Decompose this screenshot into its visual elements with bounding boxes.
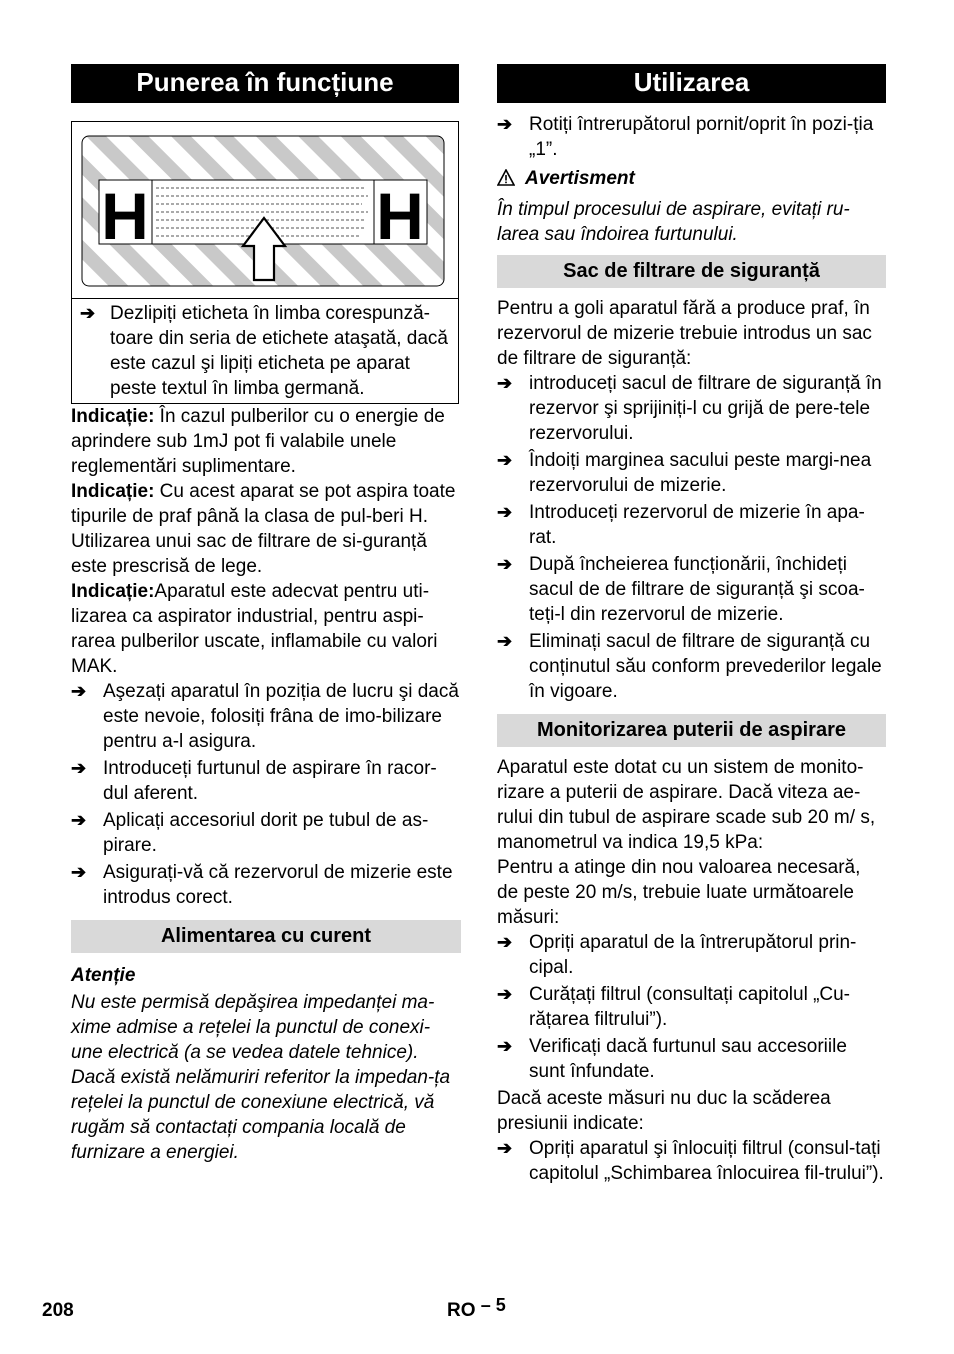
step-item bbox=[497, 500, 886, 550]
step-text: Aşezați aparatul în poziția de lucru şi dacă este nevoie, folosiți frâna de imo-bilizare pentru a-l asigura. bbox=[103, 681, 459, 752]
left-column bbox=[71, 64, 459, 1165]
step-text: Introduceți furtunul de aspirare în racor-dul aferent. bbox=[103, 758, 437, 804]
arrow-right-icon: ➔ bbox=[497, 554, 513, 574]
monitoring-text-3: Dacă aceste măsuri nu duc la scăderea presiunii indicate: bbox=[497, 1088, 831, 1134]
caution-text: Nu este permisă depăşirea impedanței ma-xime admise a rețelei la punctul de conexi-une electrică (a se vedea datele tehnice). Dacă există nelămuriri referitor la impedan-ța rețelei la punctul de conexiune electrică, vă rugăm să contactați compania locală de furnizare a energiei. bbox=[71, 992, 451, 1163]
arrow-right-icon: ➔ bbox=[71, 862, 87, 882]
arrow-right-icon: ➔ bbox=[497, 984, 513, 1004]
note-text: În cazul pulberilor cu o energie de aprindere sub 1mJ pot fi valabile unele reglementări suplimentare. bbox=[71, 406, 445, 477]
hazard-letter-right: H bbox=[376, 179, 424, 253]
warning-text: În timpul procesului de aspirare, evitați ru-larea sau îndoirea furtunului. bbox=[497, 199, 850, 245]
warning-triangle-icon bbox=[497, 168, 515, 193]
step-item bbox=[497, 371, 886, 446]
heading-commissioning: Punerea în funcțiune bbox=[71, 64, 459, 103]
step-text: Curățați filtrul (consultați capitolul „Cu-rățarea filtrului”). bbox=[529, 984, 851, 1030]
step-item bbox=[497, 448, 886, 498]
arrow-right-icon: ➔ bbox=[497, 1036, 513, 1056]
step-item bbox=[497, 552, 886, 627]
caution-title: Atenție bbox=[71, 965, 136, 986]
step-text: Introduceți rezervorul de mizerie în apa-rat. bbox=[529, 502, 865, 548]
arrow-right-icon: ➔ bbox=[71, 758, 87, 778]
arrow-right-icon: ➔ bbox=[497, 631, 513, 651]
page-number: 208 bbox=[42, 1300, 74, 1321]
arrow-right-icon: ➔ bbox=[71, 810, 87, 830]
note-label: Indicație: bbox=[71, 406, 155, 427]
monitoring-intro: Aparatul este dotat cu un sistem de monito-rizare a puterii de aspirare. Dacă viteza ae-rului din tubul de aspirare scade sub 20 m/ s, manometrul va indica 19,5 kPa: bbox=[497, 757, 876, 853]
label-box bbox=[71, 121, 459, 404]
arrow-right-icon: ➔ bbox=[497, 373, 513, 393]
monitoring-intro-2: Pentru a atinge din nou valoarea necesară, de peste 20 m/s, trebuie luate următoarele măsuri: bbox=[497, 857, 861, 928]
arrow-right-icon: ➔ bbox=[497, 114, 513, 134]
note-1 bbox=[71, 404, 459, 479]
right-column bbox=[497, 64, 886, 1186]
heading-suction-monitoring: Monitorizarea puterii de aspirare bbox=[497, 714, 886, 747]
footer-lang bbox=[447, 1295, 506, 1323]
step-item bbox=[71, 679, 459, 754]
step-text: Asigurați-vă că rezervorul de mizerie este introdus corect. bbox=[103, 862, 453, 908]
step-text: Aplicați accesoriul dorit pe tubul de as-pirare. bbox=[103, 810, 429, 856]
step-item bbox=[71, 756, 459, 806]
step-text: După încheierea funcționării, închideți sacul de de filtrare de siguranță şi scoa-teți-l din rezervorul de mizerie. bbox=[529, 554, 865, 625]
step-text: Verificați dacă furtunul sau accesoriile sunt înfundate. bbox=[529, 1036, 847, 1082]
step-text: introduceți sacul de filtrare de siguranță în rezervor şi sprijiniți-l cu grijă de pere-tele rezervorului. bbox=[529, 373, 882, 444]
arrow-right-icon: ➔ bbox=[80, 303, 96, 323]
step-text: Rotiți întrerupătorul pornit/oprit în pozi-ția „1”. bbox=[529, 114, 874, 160]
arrow-right-icon: ➔ bbox=[497, 1138, 513, 1158]
step-text: Îndoiți marginea sacului peste margi-nea rezervorului de mizerie. bbox=[529, 450, 872, 496]
note-3 bbox=[71, 579, 459, 679]
step-item bbox=[71, 860, 459, 910]
heading-power-supply: Alimentarea cu curent bbox=[71, 920, 461, 953]
step-item bbox=[497, 112, 886, 162]
safety-bag-intro: Pentru a goli aparatul fără a produce praf, în rezervorul de mizerie trebuie introdus un sac de filtrare de siguranță: bbox=[497, 298, 872, 369]
note-2 bbox=[71, 479, 459, 579]
step-item bbox=[497, 982, 886, 1032]
step-text: Opriți aparatul de la întrerupătorul prin-cipal. bbox=[529, 932, 857, 978]
heading-operation: Utilizarea bbox=[497, 64, 886, 103]
step-item bbox=[497, 1136, 886, 1186]
arrow-right-icon: ➔ bbox=[497, 502, 513, 522]
footer-lang-code: RO bbox=[447, 1300, 476, 1321]
label-figure bbox=[72, 122, 458, 299]
warning-line bbox=[497, 166, 886, 193]
step-item bbox=[71, 808, 459, 858]
arrow-right-icon: ➔ bbox=[71, 681, 87, 701]
heading-safety-filter-bag: Sac de filtrare de siguranță bbox=[497, 255, 886, 288]
note-label: Indicație: bbox=[71, 581, 155, 602]
note-text: Aparatul este adecvat pentru uti-lizarea ca aspirator industrial, pentru aspi-rarea pulberilor uscate, inflamabile cu valori MAK. bbox=[71, 581, 438, 677]
hazard-letter-left: H bbox=[101, 179, 149, 253]
step-item bbox=[497, 1034, 886, 1084]
warning-title: Avertisment bbox=[525, 168, 635, 189]
warning-label-illustration bbox=[72, 122, 458, 298]
note-text: Cu acest aparat se pot aspira toate tipurile de praf până la clasa de pul-beri H. Utilizarea unui sac de filtrare de si-guranță este prescrisă de lege. bbox=[71, 481, 456, 577]
label-step-text: Dezlipiți eticheta în limba corespunză-toare din seria de etichete ataşată, dacă este cazul şi lipiți eticheta pe aparat peste textul în limba germană. bbox=[110, 303, 449, 399]
step-item bbox=[497, 629, 886, 704]
arrow-right-icon: ➔ bbox=[497, 932, 513, 952]
note-label: Indicație: bbox=[71, 481, 155, 502]
step-text: Eliminați sacul de filtrare de siguranță cu conținutul său conform prevederilor legale în vigoare. bbox=[529, 631, 882, 702]
step-text: Opriți aparatul şi înlocuiți filtrul (consul-tați capitolul „Schimbarea înlocuirea fil-trului”). bbox=[529, 1138, 884, 1184]
step-item bbox=[497, 930, 886, 980]
arrow-right-icon: ➔ bbox=[497, 450, 513, 470]
label-step bbox=[72, 299, 458, 403]
footer-section-number: – 5 bbox=[480, 1295, 506, 1315]
